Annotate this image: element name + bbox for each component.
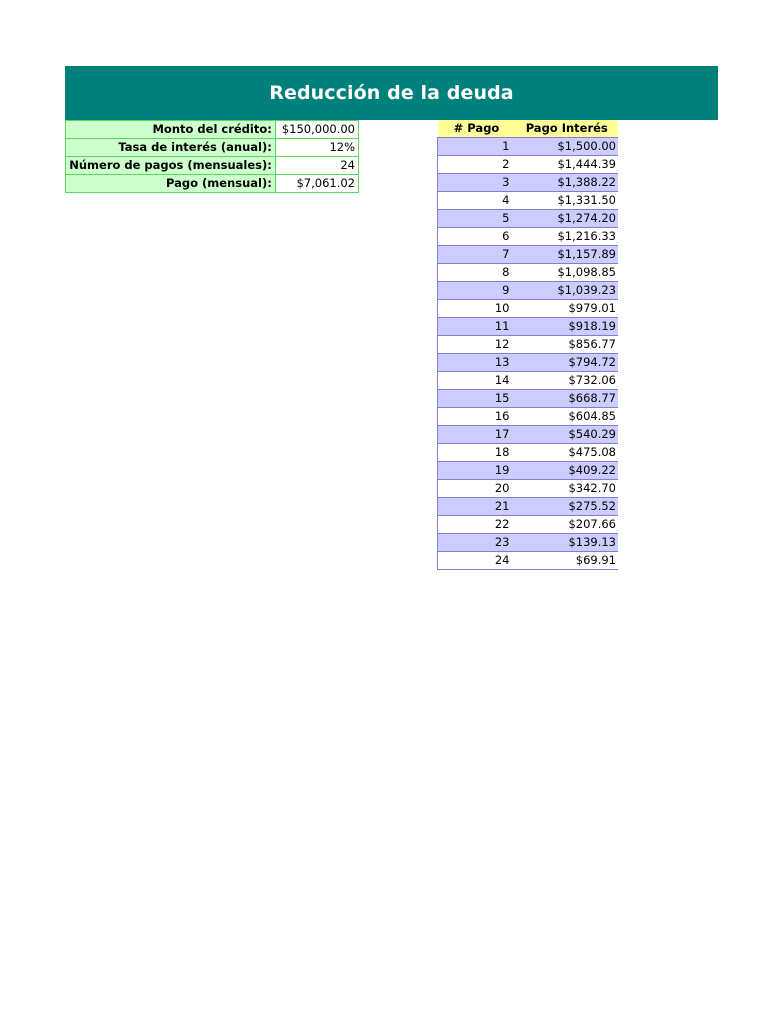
payment-number-cell[interactable]: 15: [438, 390, 516, 408]
summary-label: Monto del crédito:: [66, 121, 276, 139]
interest-amount-cell[interactable]: $732.06: [516, 372, 619, 390]
payment-number-cell[interactable]: 1: [438, 138, 516, 156]
payment-number-cell[interactable]: 22: [438, 516, 516, 534]
payment-number-cell[interactable]: 20: [438, 480, 516, 498]
table-row: [438, 498, 619, 516]
table-row: [438, 462, 619, 480]
interest-amount-cell[interactable]: $1,039.23: [516, 282, 619, 300]
table-row: [438, 372, 619, 390]
interest-amount-cell[interactable]: $409.22: [516, 462, 619, 480]
interest-amount-cell[interactable]: $540.29: [516, 426, 619, 444]
payment-number-cell[interactable]: 8: [438, 264, 516, 282]
table-row: [438, 300, 619, 318]
interest-amount-cell[interactable]: $275.52: [516, 498, 619, 516]
table-row: [438, 264, 619, 282]
table-row: [438, 408, 619, 426]
payment-number-cell[interactable]: 17: [438, 426, 516, 444]
interest-amount-cell[interactable]: $475.08: [516, 444, 619, 462]
payment-number-cell[interactable]: 3: [438, 174, 516, 192]
summary-value-cell[interactable]: $150,000.00: [275, 121, 358, 139]
table-row: [438, 390, 619, 408]
table-row: [438, 282, 619, 300]
table-row: [438, 138, 619, 156]
payment-number-cell[interactable]: 24: [438, 552, 516, 570]
table-row: [438, 444, 619, 462]
table-row: [438, 228, 619, 246]
page-title: Reducción de la deuda: [269, 82, 514, 104]
table-row: [438, 534, 619, 552]
interest-amount-cell[interactable]: $604.85: [516, 408, 619, 426]
payment-number-cell[interactable]: 23: [438, 534, 516, 552]
summary-value-cell[interactable]: 24: [275, 157, 358, 175]
payment-number-cell[interactable]: 9: [438, 282, 516, 300]
title-banner: [65, 66, 718, 120]
interest-amount-cell[interactable]: $1,216.33: [516, 228, 619, 246]
loan-summary-table: [65, 120, 359, 193]
payment-number-cell[interactable]: 4: [438, 192, 516, 210]
table-row: [438, 210, 619, 228]
summary-label: Pago (mensual):: [66, 175, 276, 193]
interest-amount-cell[interactable]: $1,331.50: [516, 192, 619, 210]
payment-number-cell[interactable]: 7: [438, 246, 516, 264]
table-header-row: [438, 120, 619, 138]
summary-value-cell[interactable]: $7,061.02: [275, 175, 358, 193]
payment-number-cell[interactable]: 14: [438, 372, 516, 390]
table-row: [438, 516, 619, 534]
interest-amount-cell[interactable]: $1,500.00: [516, 138, 619, 156]
table-row: [438, 552, 619, 570]
summary-value-cell[interactable]: 12%: [275, 139, 358, 157]
interest-amount-cell[interactable]: $794.72: [516, 354, 619, 372]
payment-number-cell[interactable]: 6: [438, 228, 516, 246]
interest-amount-cell[interactable]: $1,098.85: [516, 264, 619, 282]
table-row: [438, 318, 619, 336]
table-row: [438, 192, 619, 210]
table-row: [438, 426, 619, 444]
payment-number-cell[interactable]: 13: [438, 354, 516, 372]
summary-row-loan-amount: [66, 121, 359, 139]
column-header-interest-payment: Pago Interés: [516, 120, 619, 138]
interest-amount-cell[interactable]: $918.19: [516, 318, 619, 336]
interest-amount-cell[interactable]: $1,444.39: [516, 156, 619, 174]
payment-number-cell[interactable]: 11: [438, 318, 516, 336]
payment-number-cell[interactable]: 21: [438, 498, 516, 516]
interest-amount-cell[interactable]: $207.66: [516, 516, 619, 534]
interest-amount-cell[interactable]: $69.91: [516, 552, 619, 570]
interest-payments-table: [437, 120, 618, 570]
payments-body: [438, 138, 619, 570]
interest-amount-cell[interactable]: $1,388.22: [516, 174, 619, 192]
interest-amount-cell[interactable]: $856.77: [516, 336, 619, 354]
interest-amount-cell[interactable]: $139.13: [516, 534, 619, 552]
summary-row-number-of-payments: [66, 157, 359, 175]
table-row: [438, 336, 619, 354]
interest-amount-cell[interactable]: $979.01: [516, 300, 619, 318]
payment-number-cell[interactable]: 19: [438, 462, 516, 480]
payment-number-cell[interactable]: 18: [438, 444, 516, 462]
payment-number-cell[interactable]: 16: [438, 408, 516, 426]
payment-number-cell[interactable]: 5: [438, 210, 516, 228]
table-row: [438, 156, 619, 174]
interest-amount-cell[interactable]: $668.77: [516, 390, 619, 408]
table-row: [438, 480, 619, 498]
summary-label: Número de pagos (mensuales):: [66, 157, 276, 175]
summary-row-interest-rate: [66, 139, 359, 157]
summary-row-monthly-payment: [66, 175, 359, 193]
table-row: [438, 246, 619, 264]
interest-amount-cell[interactable]: $1,274.20: [516, 210, 619, 228]
payment-number-cell[interactable]: 12: [438, 336, 516, 354]
table-row: [438, 354, 619, 372]
interest-amount-cell[interactable]: $1,157.89: [516, 246, 619, 264]
column-header-payment-number: # Pago: [438, 120, 516, 138]
table-row: [438, 174, 619, 192]
interest-amount-cell[interactable]: $342.70: [516, 480, 619, 498]
summary-label: Tasa de interés (anual):: [66, 139, 276, 157]
payment-number-cell[interactable]: 2: [438, 156, 516, 174]
payment-number-cell[interactable]: 10: [438, 300, 516, 318]
